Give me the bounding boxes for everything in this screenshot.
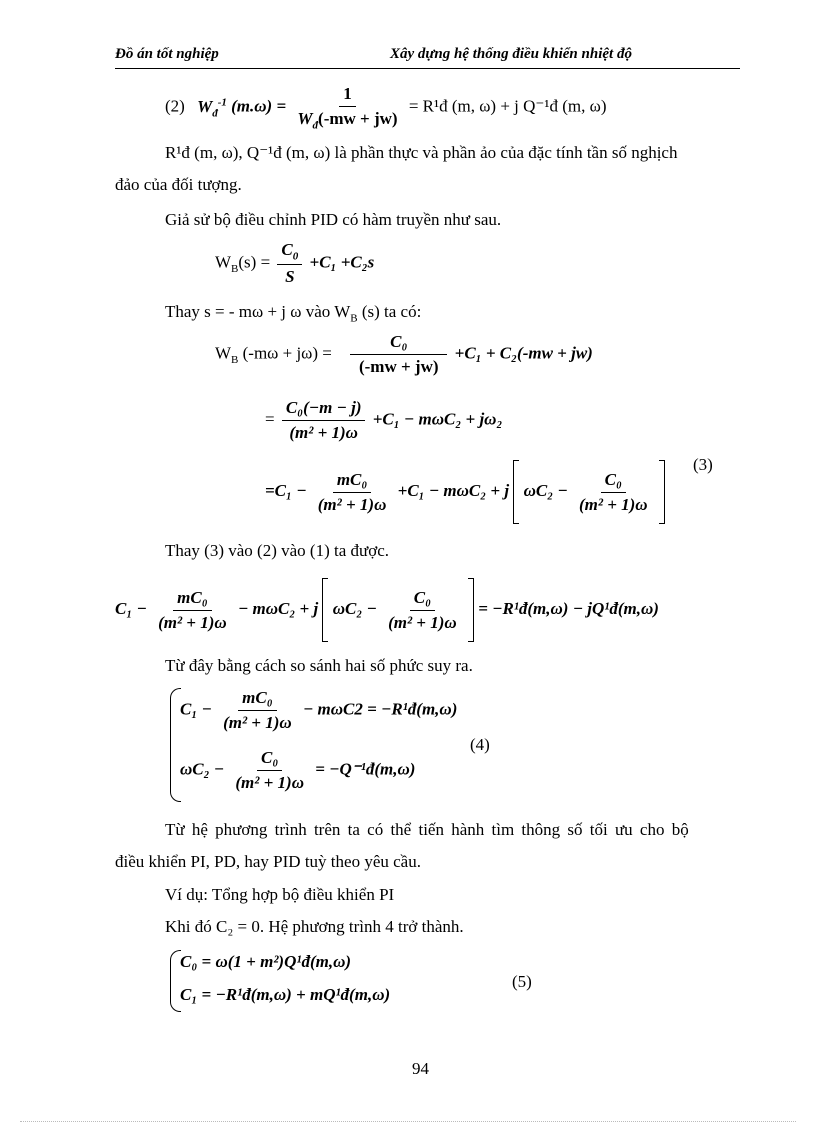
eq2-den-sub: đ: [312, 119, 319, 132]
page-bottom-divider: [20, 1121, 796, 1122]
paragraph-6a: Từ hệ phương trình trên ta có thể tiến hành tìm thông số tối ưu cho bộ: [165, 820, 689, 839]
eq3-l3-fraction-2: [575, 470, 652, 515]
equation-4-row-1: [180, 688, 457, 733]
header-right-title: Xây dựng hệ thống điều khiển nhiệt độ: [390, 46, 632, 62]
eq3-l1-rest: +C₁ + C₂(-mw + jw): [454, 343, 593, 363]
eq3-l1-den: (-mw + jw): [358, 357, 439, 376]
equation-wb: [215, 240, 374, 287]
eq3-l2-num: C₀(−m − j): [282, 398, 366, 421]
eq3-l3-num1: mC₀: [333, 470, 372, 493]
eqs-mid: − mωC₂ + j: [237, 598, 319, 618]
paragraph-2: Giả sử bộ điều chỉnh PID có hàm truyền như sau.: [165, 210, 502, 229]
paragraph-7: Ví dụ: Tổng hợp bộ điều khiển PI: [165, 885, 395, 904]
eq3-l3-inner: ωC₂ −: [523, 480, 568, 500]
eq3-l1-lhs-sub: B: [231, 353, 239, 366]
eq2-lhs: W: [197, 96, 213, 116]
paragraph-3-sub: B: [350, 312, 358, 325]
eq-wb-num-sub: 0: [292, 250, 299, 263]
right-bracket: [659, 460, 665, 524]
paragraph-6b: điều khiển PI, PD, hay PID tuỳ theo yêu cầu.: [115, 852, 421, 871]
paragraph-1b: đảo của đối tượng.: [115, 175, 242, 194]
eq-wb-den: S: [285, 267, 295, 287]
eqs-den1: (m² + 1)ω: [158, 612, 227, 632]
eq3-l1-lhs-args: (-mω + jω) =: [238, 343, 332, 363]
eq4-r2-den: (m² + 1)ω: [235, 773, 304, 792]
header-left-title: Đồ án tốt nghiệp: [115, 46, 219, 62]
paragraph-3-text: Thay s = - mω + j ω vào W: [165, 302, 351, 321]
equation-substituted: [115, 578, 659, 642]
eq2-rhs: = R¹đ (m, ω) + j Q⁻¹đ (m, ω): [408, 96, 607, 116]
eq3-l3-lead: =C₁ −: [265, 480, 307, 500]
eq5-row-2: C₁ = −R¹đ(m,ω) + mQ¹đ(m,ω): [180, 985, 391, 1004]
eq3-l2-den: (m² + 1)ω: [289, 423, 358, 442]
eq3-l3-num2: C₀: [601, 470, 626, 493]
eq3-l3-fraction-1: [314, 470, 391, 515]
eq3-l1-lhs: W: [215, 343, 232, 363]
eq2-fraction: [293, 84, 401, 131]
page-header: [115, 46, 740, 69]
paragraph-3-end: (s) ta có:: [357, 302, 422, 321]
equation-2: [165, 84, 606, 131]
eq4-label: (4): [470, 735, 490, 754]
eqs-num1: mC₀: [173, 588, 212, 611]
eq4-r2-fraction: [231, 748, 308, 793]
eq4-r2-rhs: = −Q⁻¹đ(m,ω): [315, 759, 416, 779]
eq2-num: 1: [339, 84, 356, 107]
eq-wb-rest: +C₁ +C₂s: [309, 252, 375, 272]
eq-wb-lhs-args: (s) =: [238, 252, 271, 272]
eqs-den2: (m² + 1)ω: [388, 612, 457, 632]
eqs-inner: ωC₂ −: [332, 598, 377, 618]
eq3-l2-fraction: [282, 398, 366, 443]
eq-wb-lhs: W: [215, 252, 232, 272]
eq2-lhs-sub: đ: [212, 106, 218, 119]
eq3-l2-eq: =: [265, 409, 275, 429]
eq3-label: (3): [693, 455, 713, 474]
eq4-r1-rhs: − mωC2 = −R¹đ(m,ω): [302, 699, 458, 719]
eq4-r1-den: (m² + 1)ω: [223, 713, 292, 732]
eq3-l3-den1: (m² + 1)ω: [317, 494, 387, 514]
eqs-rhs: = −R¹đ(m,ω) − jQ¹đ(m,ω): [478, 598, 659, 618]
paragraph-8: Khi đó C₂ = 0. Hệ phương trình 4 trở thành.: [165, 917, 464, 936]
equation-3-line-1: [215, 332, 593, 377]
eq3-l1-fraction: [350, 332, 447, 377]
eqs-fraction-2: [384, 588, 461, 633]
eq4-r1-fraction: [219, 688, 296, 733]
right-bracket: [468, 578, 474, 642]
paragraph-3: [165, 302, 421, 326]
eq3-l2-rest: +C₁ − mωC₂ + jω₂: [372, 409, 503, 429]
eq5-row-1: C₀ = ω(1 + m²)Q¹đ(m,ω): [180, 952, 352, 971]
eq2-den-args: (-mw + jw): [318, 109, 398, 128]
equation-3-line-3: [265, 460, 665, 524]
equation-3-line-2: [265, 398, 502, 443]
paragraph-1: R¹đ (m, ω), Q⁻¹đ (m, ω) là phần thực và phần ảo của đặc tính tần số nghịch: [165, 143, 678, 162]
equation-4-row-2: [180, 748, 415, 793]
eq2-lhs-sup: -1: [217, 95, 227, 108]
paragraph-5: Từ đây bằng cách so sánh hai số phức suy ra.: [165, 656, 473, 675]
eq4-r1-lead: C₁ −: [180, 699, 212, 719]
eq2-label: (2): [165, 96, 185, 116]
eq4-r1-num: mC₀: [238, 688, 277, 711]
eq4-r2-num: C₀: [257, 748, 282, 771]
eq-wb-fraction: [277, 240, 302, 287]
left-bracket: [322, 578, 328, 642]
eq3-l1-num: C₀: [350, 332, 447, 355]
eq4-r2-lead: ωC₂ −: [180, 759, 225, 779]
eqs-fraction-1: [154, 588, 231, 633]
eqs-num2: C₀: [410, 588, 435, 611]
eq2-den: W: [297, 109, 313, 128]
eqs-lead: C₁ −: [115, 598, 147, 618]
eq-wb-lhs-sub: B: [231, 262, 239, 275]
paragraph-4: Thay (3) vào (2) vào (1) ta được.: [165, 541, 390, 560]
page-number: 94: [412, 1059, 429, 1078]
eq-wb-num: C: [281, 240, 293, 259]
eq3-l3-mid: +C₁ − mωC₂ + j: [397, 480, 510, 500]
left-bracket: [513, 460, 519, 524]
eq2-lhs-args: (m.ω) =: [231, 96, 287, 116]
eq5-label: (5): [512, 972, 532, 991]
eq3-l3-den2: (m² + 1)ω: [578, 494, 648, 514]
